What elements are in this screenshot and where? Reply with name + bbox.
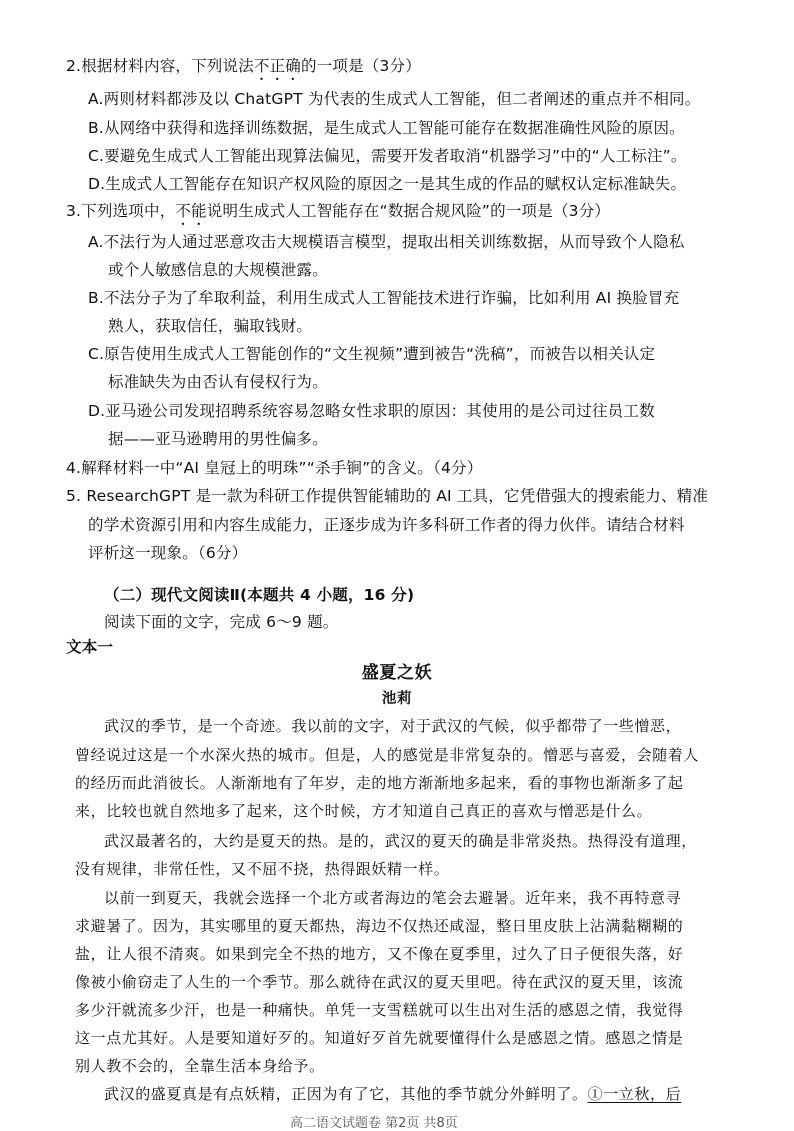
essay-line: 别人教不会的，全靠生活本身给予。 — [75, 1057, 325, 1075]
essay-line-last: 武汉的盛夏真是有点妖精，正因为有了它，其他的季节就分外鲜明了。①一立秋，后 — [104, 1085, 682, 1103]
essay-line: 曾经说过这是一个水深火热的城市。但是，人的感觉是非常复杂的。憎恶与喜爱，会随着人 — [75, 746, 700, 764]
q3-option-d-line2: 据——亚马逊聘用的男性偏多。 — [108, 430, 328, 448]
q3-option-a-line2: 或个人敏感信息的大规模泄露。 — [108, 261, 328, 279]
underlined-sentence: ①一立秋，后 — [587, 1085, 682, 1103]
q2-option-c: C.要避免生成式人工智能出现算法偏见，需要开发者取消“机器学习”中的“人工标注”。 — [88, 147, 687, 165]
essay-line: 求避暑了。因为，其实哪里的夏天都热，海边不仅热还咸湿，整日里皮肤上沾满黏糊糊的 — [75, 917, 684, 935]
essay-line: 武汉的季节，是一个奇迹。我以前的文字，对于武汉的气候，似乎都带了一些憎恶， — [104, 717, 682, 735]
essay-line: 没有规律，非常任性，又不屈不挠，热得跟妖精一样。 — [75, 860, 450, 878]
page-footer: 高二语文试题卷 第2页 共8页 — [290, 1116, 458, 1131]
essay-line: 的经历而此消彼长。人渐渐地有了年岁，走的地方渐渐地多起来，看的事物也渐渐多了起 — [75, 774, 684, 792]
q3-emphasis: 不能 — [175, 202, 207, 220]
text-label: 文本一 — [66, 638, 114, 656]
q3-option-c-line2: 标准缺失为由否认有侵权行为。 — [108, 373, 328, 391]
q3-option-d-line1: D.亚马逊公司发现招聘系统容易忽略女性求职的原因：其使用的是公司过往员工数 — [88, 402, 655, 420]
q3-option-a-line1: A.不法行为人通过恶意攻击大规模语言模型，提取出相关训练数据，从而导致个人隐私 — [88, 233, 685, 251]
essay-line: 这一点尤其好。人是要知道好歹的。知道好歹首先就要懂得什么是感恩之情。感恩之情是 — [75, 1029, 684, 1047]
q3-stem: 3.下列选项中，不能说明生成式人工智能存在“数据合规风险”的一项是（3分） — [66, 202, 611, 220]
q2-stem: 2.根据材料内容，下列说法不正确的一项是（3分） — [66, 57, 421, 75]
essay-author: 池莉 — [381, 690, 413, 707]
section-instruction: 阅读下面的文字，完成 6～9 题。 — [104, 613, 339, 631]
essay-line: 以前一到夏天，我就会选择一个北方或者海边的笔会去避暑。近年来，我不再特意寻 — [104, 889, 682, 907]
essay-line: 多少汗就流多少汗，也是一种痛快。单凭一支雪糕就可以生出对生活的感恩之情，我觉得 — [75, 1001, 684, 1019]
essay-line: 来，比较也就自然地多了起来，这个时候，方才知道自己真正的喜欢与憎恶是什么。 — [75, 802, 653, 820]
q2-option-b: B.从网络中获得和选择训练数据，是生成式人工智能可能存在数据准确性风险的原因。 — [88, 119, 685, 137]
q2-option-a: A.两则材料都涉及以 ChatGPT 为代表的生成式人工智能，但二者阐述的重点并不相同。 — [88, 90, 701, 108]
q5-line1: 5. ResearchGPT 是一款为科研工作提供智能辅助的 AI 工具，它凭借强大的搜索能力、精准 — [66, 487, 709, 505]
q5-line3: 评析这一现象。（6分） — [88, 544, 248, 562]
essay-line: 盐，让人很不清爽。如果到完全不热的地方，又不像在夏季里，过久了日子便很失落，好 — [75, 945, 684, 963]
q3-option-b-line2: 熟人，获取信任，骗取钱财。 — [108, 317, 313, 335]
q4-stem: 4.解释材料一中“AI 皇冠上的明珠”“杀手锏”的含义。（4分） — [66, 459, 483, 477]
q2-emphasis: 不正确 — [253, 57, 301, 75]
q3-option-b-line1: B.不法分子为了牟取利益，利用生成式人工智能技术进行诈骗，比如利用 AI 换脸冒充 — [88, 289, 680, 307]
essay-title: 盛夏之妖 — [361, 663, 433, 683]
essay-line: 像被小偷窃走了人生的一个季节。那么就待在武汉的夏天里吧。待在武汉的夏天里，该流 — [75, 973, 684, 991]
q2-option-d: D.生成式人工智能存在知识产权风险的原因之一是其生成的作品的赋权认定标准缺失。 — [88, 175, 687, 193]
q5-line2: 的学术资源引用和内容生成能力，正逐步成为许多科研工作者的得力伙伴。请结合材料 — [88, 516, 685, 534]
q3-option-c-line1: C.原告使用生成式人工智能创作的“文生视频”遭到被告“洗稿”，而被告以相关认定 — [88, 345, 656, 363]
essay-line: 武汉最著名的，大约是夏天的热。是的，武汉的夏天的确是非常炎热。热得没有道理， — [104, 832, 697, 850]
section-heading: （二）现代文阅读Ⅱ(本题共 4 小题，16 分) — [104, 586, 415, 604]
